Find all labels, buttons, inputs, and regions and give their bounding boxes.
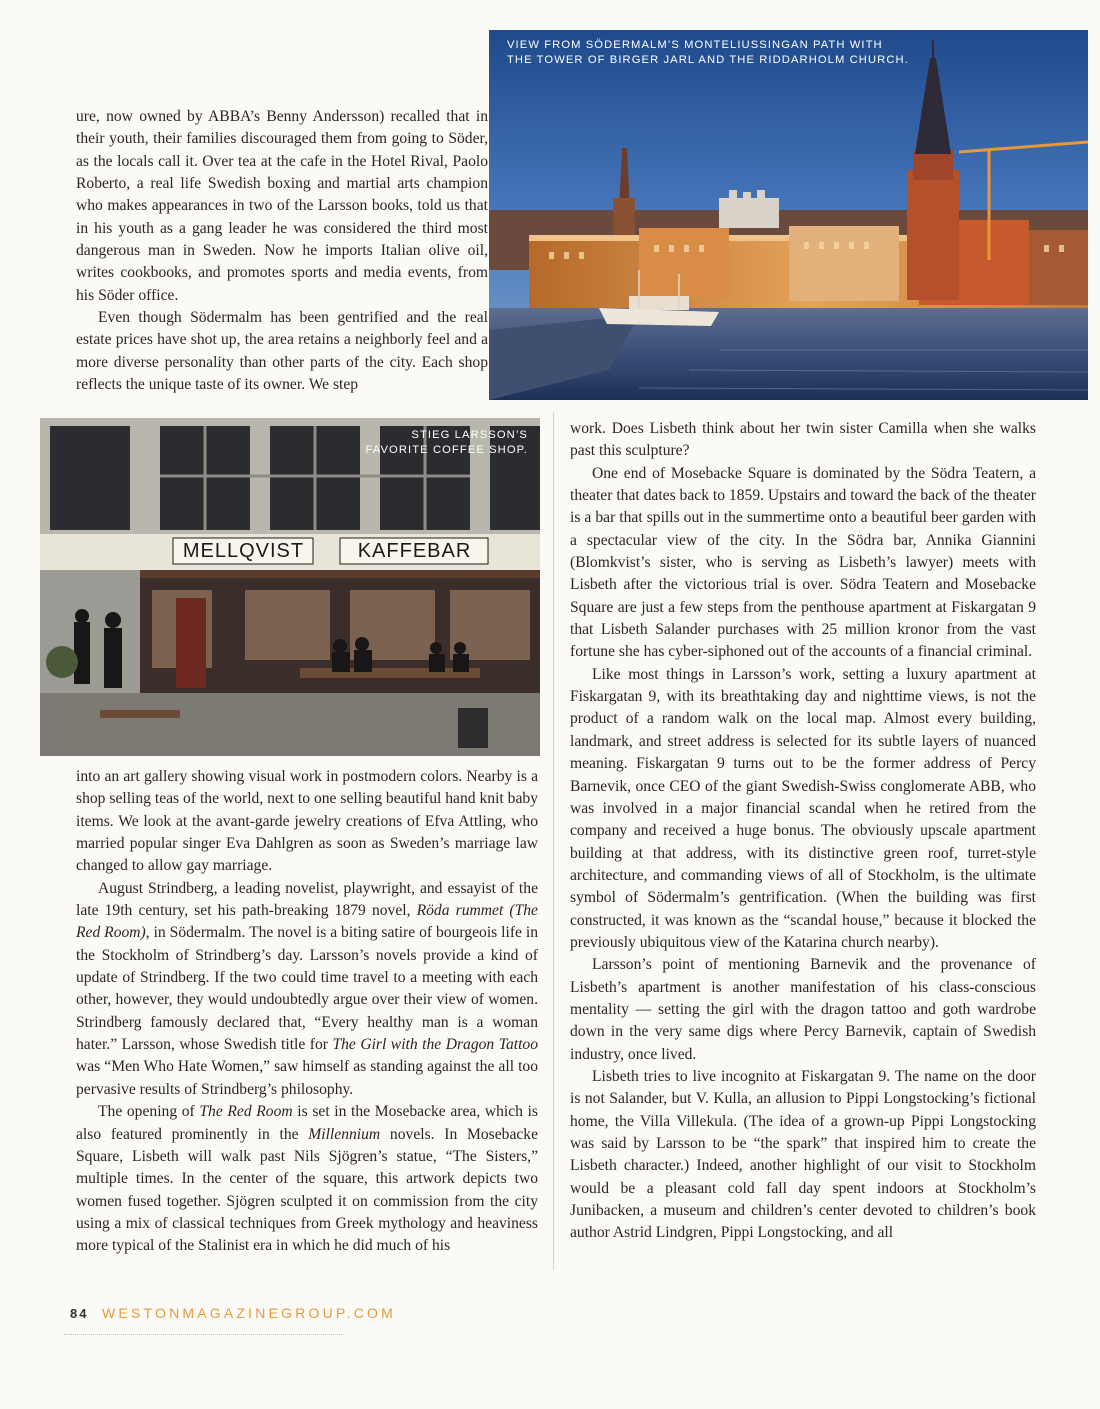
article-column-right (570, 418, 1036, 1245)
text-run: The opening of (98, 1103, 200, 1121)
cafe-sign-right: KAFFEBAR (357, 540, 472, 562)
caption-line: VIEW FROM SÖDERMALM’S MONTELIUSSINGAN PATH WITH (507, 39, 883, 51)
text-run: novels. In Mosebacke Square, Lisbeth will walk past Nils Sjögren’s statue, “The Sisters,” multiple times. In the center of the square, this artwork depicts two women fused together. Sjögren sculpted it on commission from the city using a mix of classical techniques from Greek mythology and heaviness more typical of the Stalinist era in which he did much of his (76, 1125, 539, 1255)
article-column-top-left (76, 106, 488, 396)
text-run: , in Södermalm. The novel is a biting satire of bourgeois life in the Stockholm of Strindberg’s day. Larsson’s novels provide a kind of update of Strindberg. If the two could time travel to a meeting with each other, however, they would undoubtedly argue over their view of women. Strindberg famously declared that, “Every healthy man is a woman hater.” Larsson, whose Swedish title for (76, 924, 538, 1054)
paragraph: into an art gallery showing visual work in postmodern colors. Nearby is a shop selling teas of the world, next to one selling beautiful hand knit baby items. We look at the avant-garde jewelry creations of Efva Attling, who married popular singer Eva Dahlgren as soon as Sweden’s marriage law changed to allow gay marriage. (76, 768, 538, 875)
paragraph: Larsson’s point of mentioning Barnevik and the provenance of Lisbeth’s apartment is another manifestation of his class-conscious mentality — setting the girl with the dragon tattoo and goth wardrobe down in the very same digs where Percy Barnevik, captain of Swedish industry, once lived. (570, 956, 1036, 1063)
footer-site-link[interactable]: WESTONMAGAZINEGROUP.COM (102, 1305, 396, 1321)
photo-stockholm-skyline (489, 30, 1088, 400)
paragraph (76, 1101, 538, 1257)
cafe-illustration (40, 418, 540, 756)
text-run: was “Men Who Hate Women,” saw himself as standing against the all too pervasive results of Strindberg’s philosophy. (76, 1058, 538, 1098)
photo-caption-cafe (365, 428, 528, 458)
paragraph: ure, now owned by ABBA’s Benny Andersson) recalled that in their youth, their families discouraged them from going to Söder, as the locals call it. Over tea at the cafe in the Hotel Rival, Paolo Roberto, a real life Swedish boxing and martial arts champion who makes appearances in two of the Larsson books, told us that in his youth as a gang leader he was considered the third most dangerous man in Sweden. Now he imports Italian olive oil, writes cookbooks, and promotes sports and media events, from his Söder office. (76, 108, 488, 304)
cafe-sign-left: MELLQVIST (182, 540, 305, 562)
paragraph: Even though Södermalm has been gentrified and the real estate prices have shot up, the area retains a neighborly feel and a more diverse personality than other parts of the city. Each shop reflects the unique taste of its owner. We step (76, 309, 488, 394)
book-title: The Girl with the Dragon Tattoo (332, 1036, 538, 1054)
caption-line: FAVORITE COFFEE SHOP. (365, 444, 528, 456)
text-run: is set in the Mosebacke area, which is also featured prominently in the (76, 1103, 538, 1143)
page-number: 84 (70, 1306, 89, 1321)
column-divider (553, 412, 554, 1270)
paragraph: work. Does Lisbeth think about her twin sister Camilla when she walks past this sculpture? (570, 420, 1036, 460)
text-run: August Strindberg, a leading novelist, playwright, and essayist of the late 19th century, set his path-breaking 1879 novel, (76, 879, 538, 920)
article-column-bottom-left (76, 766, 538, 1258)
paragraph: One end of Mosebacke Square is dominated by the Södra Teatern, a theater that dates back to 1859. Upstairs and toward the back of the theater is a bar that spills out in the summertime onto a beautiful beer garden with a spectacular view of the city. In the Södra bar, Annika Giannini (Blomkvist’s sister, who is serving as Lisbeth’s lawyer) meets with Lisbeth after the victorious trial is over. Södra Teatern and Mosebacke Square are just a few steps from the penthouse apartment at Fiskargatan 9 that Lisbeth Salander purchases with 25 million kronor from the vast fortune she has cyber-siphoned out of the accounts of a financial criminal. (570, 464, 1036, 661)
footer-rule (64, 1334, 344, 1335)
photo-caption-skyline (507, 38, 909, 68)
book-title: Millennium (308, 1125, 381, 1143)
paragraph: Lisbeth tries to live incognito at Fiskargatan 9. The name on the door is not Salander, but V. Kulla, an allusion to Pippi Longstocking’s fictional home, the Villa Villekula. (The idea of a grown-up Pippi Longstocking was said by Larsson to be “the spark” that inspired him to create the Lisbeth character.) Indeed, another highlight of our visit to Stockholm would be a pleasant cold fall day spent indoors at Stockholm’s Junibacken, a museum and children’s center devoted to children’s book author Astrid Lindgren, Pippi Longstocking, and all (570, 1067, 1036, 1242)
paragraph: Like most things in Larsson’s work, setting a luxury apartment at Fiskargatan 9, with its breathtaking day and nighttime views, is not the product of a random walk on the local map. Almost every building, landmark, and street address is selected for its subtle layers of nuanced meaning. Fiskargatan 9 turns out to be the former address of Percy Barnevik, once CEO of the giant Swedish-Swiss conglomerate ABB, who was involved in a major financial scandal when he retired from the company and received a huge bonus. The obviously upscale apartment building at that address, with its distinctive green roof, turret-style architecture, and commanding views of all of Stockholm, is the ultimate symbol of Södermalm’s gentrification. (When the building was first constructed, it was known as the “scandal house,” because it blocked the previously ubiquitous view of the Katarina church nearby). (570, 665, 1036, 951)
skyline-illustration (489, 30, 1088, 400)
book-title: The Red Room (199, 1103, 293, 1121)
caption-line: STIEG LARSSON’S (411, 429, 528, 441)
book-title: Röda rummet (The Red Room) (76, 902, 538, 942)
caption-line: THE TOWER OF BIRGER JARL AND THE RIDDARHOLM CHURCH. (507, 54, 909, 66)
paragraph (76, 878, 538, 1101)
photo-mellqvist-cafe (40, 418, 540, 756)
